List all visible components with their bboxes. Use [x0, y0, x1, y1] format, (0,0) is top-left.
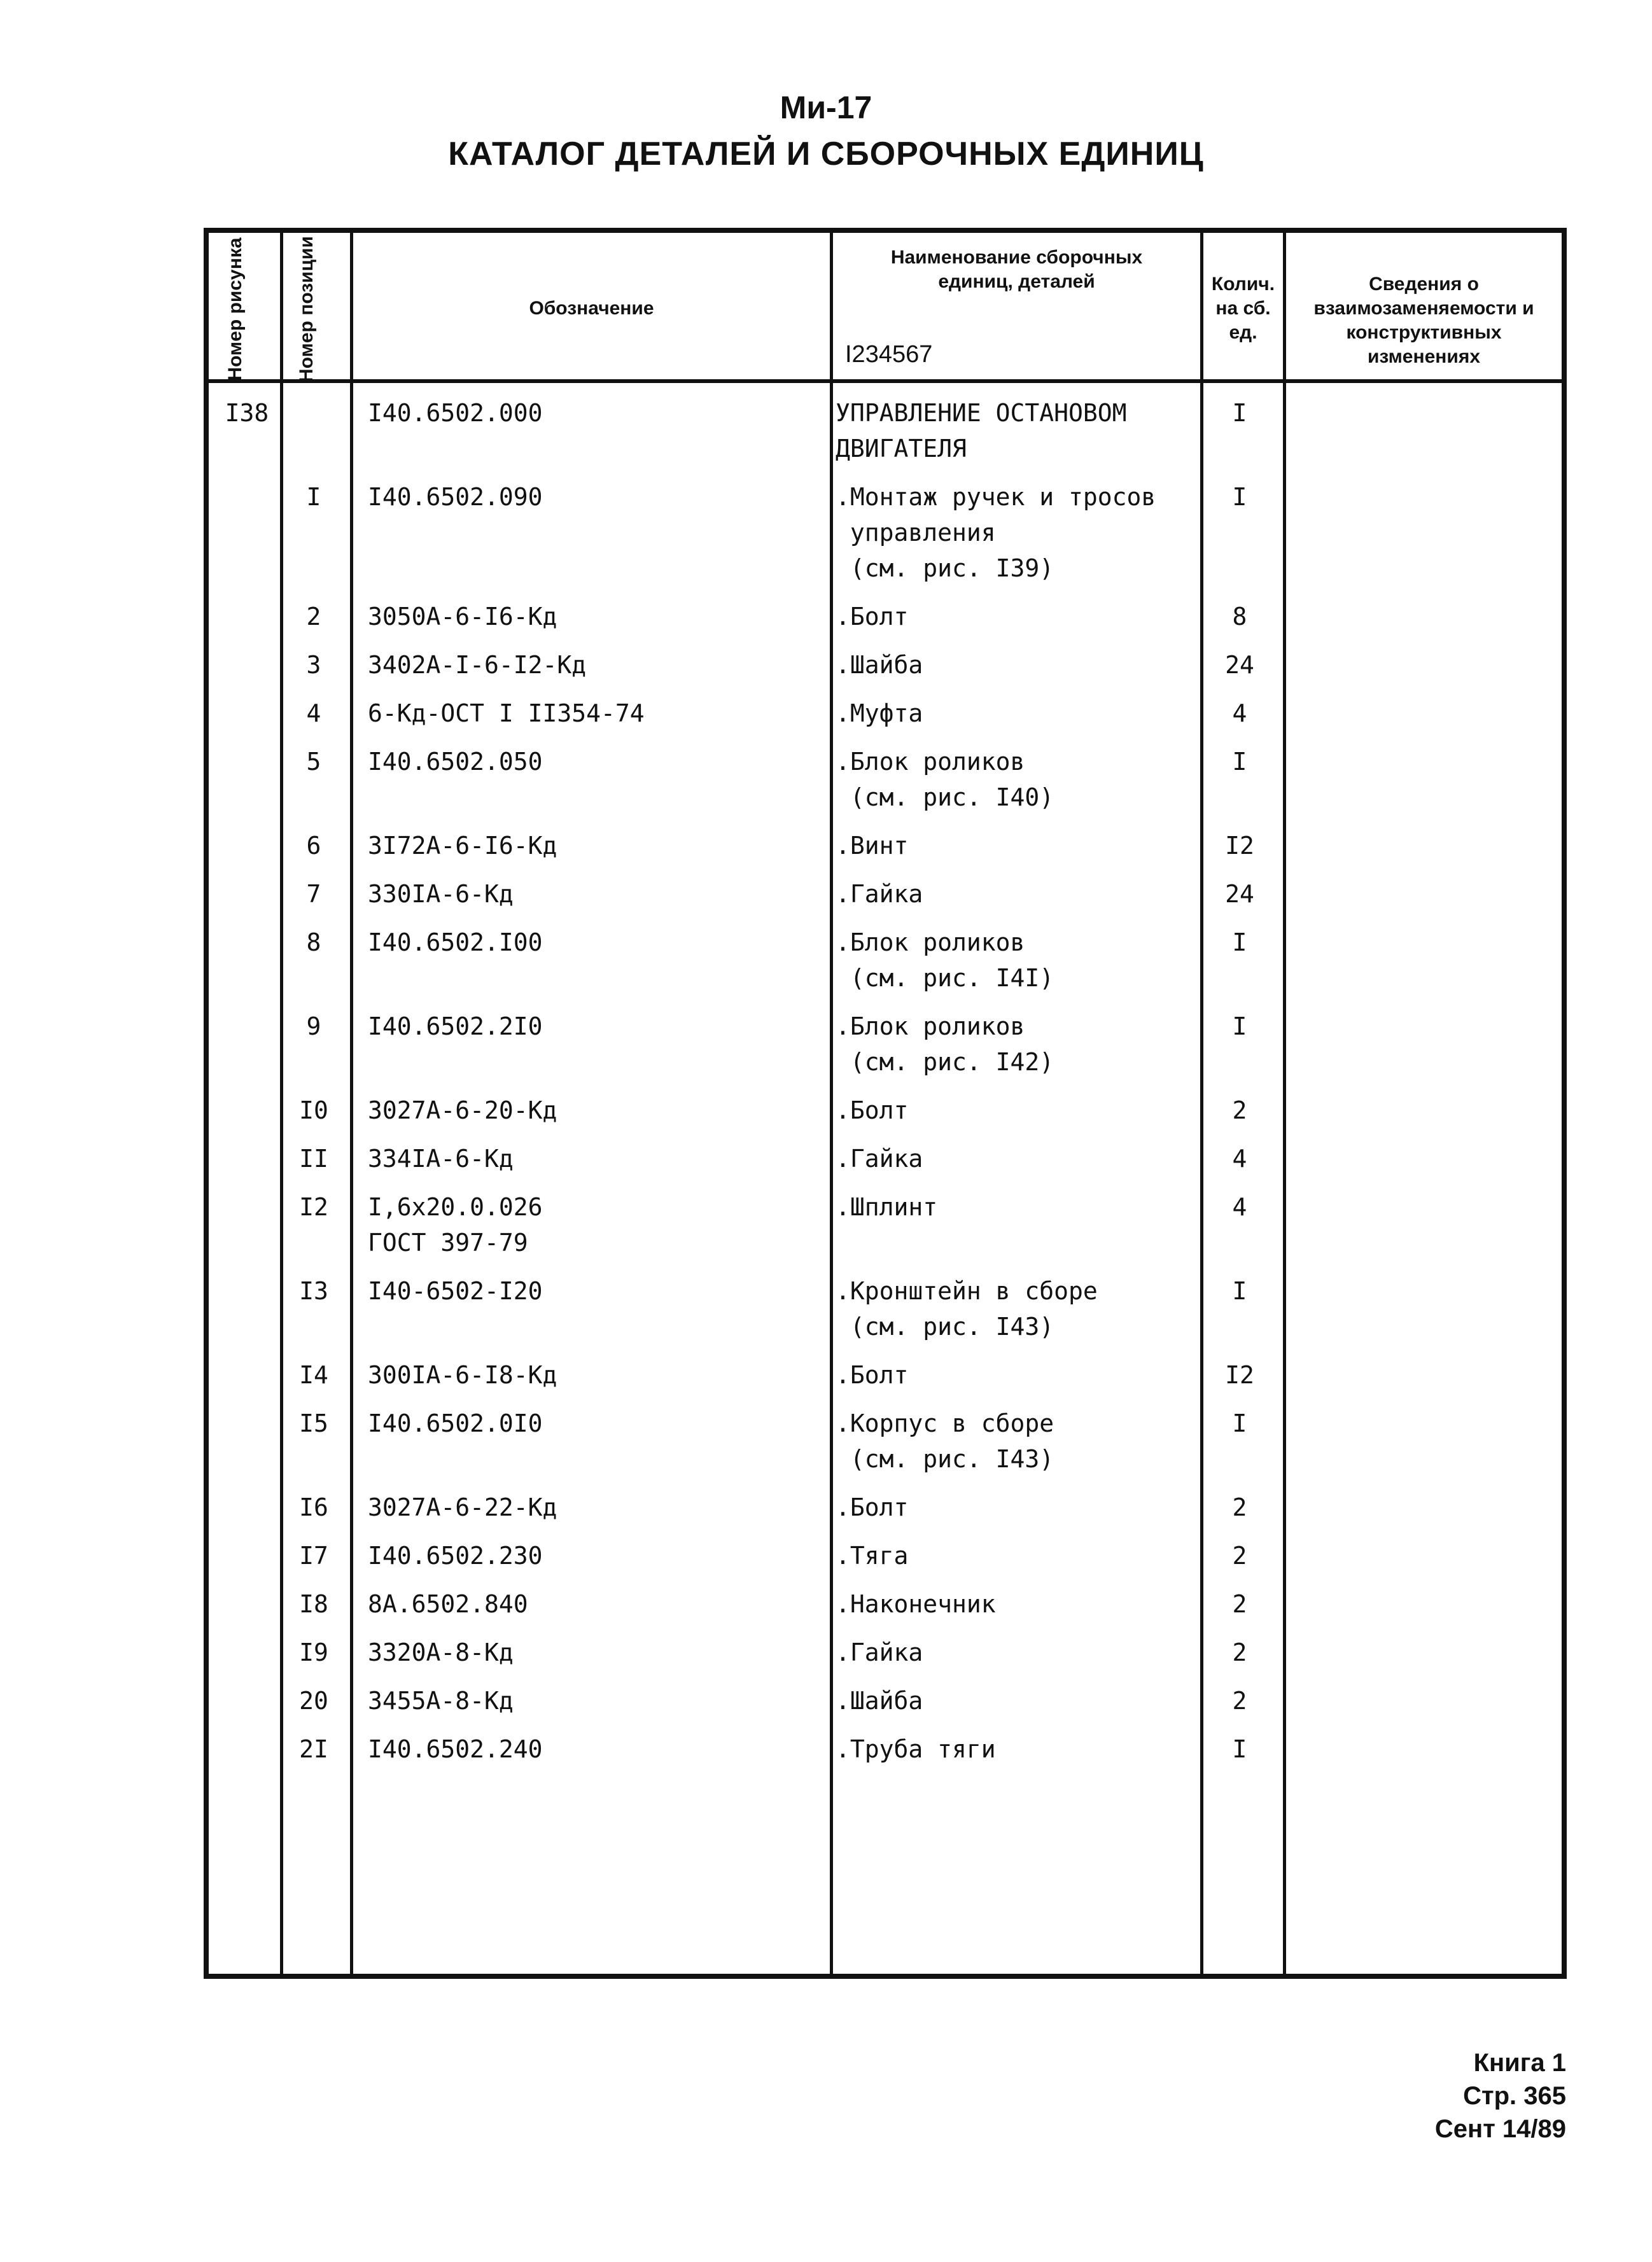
cell-designation: I40.6502.000 — [368, 399, 543, 427]
cell-pos-no: I7 — [299, 1542, 328, 1570]
cell-name: (см. рис. I43) — [836, 1445, 1054, 1473]
cell-designation: 3320А-8-Кд — [368, 1638, 514, 1666]
cell-qty: 2 — [1232, 1638, 1247, 1666]
cell-pos-no: I4 — [299, 1361, 328, 1389]
cell-name: .Муфта — [836, 699, 923, 727]
cell-name: .Наконечник — [836, 1590, 996, 1618]
cell-qty: 24 — [1225, 880, 1254, 908]
cell-name: .Болт — [836, 1361, 909, 1389]
cell-pos-no: 9 — [306, 1012, 321, 1040]
table-row — [209, 1093, 1562, 1128]
cell-name: (см. рис. I42) — [836, 1048, 1054, 1076]
cell-designation: 3050А-6-I6-Кд — [368, 603, 557, 631]
cell-qty: I — [1232, 928, 1247, 956]
cell-qty: 4 — [1232, 699, 1247, 727]
table-row — [209, 1189, 1562, 1260]
cell-designation: I40-6502-I20 — [368, 1277, 543, 1305]
cell-qty: 2 — [1232, 1687, 1247, 1715]
header-designation: Обозначение — [529, 298, 654, 319]
cell-qty: 2 — [1232, 1096, 1247, 1124]
footer-book: Книга 1 — [1473, 2049, 1566, 2077]
cell-name: управления — [836, 519, 996, 547]
cell-pos-no: I0 — [299, 1096, 328, 1124]
cell-name: .Болт — [836, 1493, 909, 1521]
cell-name: (см. рис. I43) — [836, 1313, 1054, 1341]
cell-pos-no: 7 — [306, 880, 321, 908]
cell-pos-no: I6 — [299, 1493, 328, 1521]
table-row — [209, 876, 1562, 912]
cell-qty: 24 — [1225, 651, 1254, 679]
footer-date: Сент 14/89 — [1434, 2115, 1566, 2143]
cell-pos-no: 3 — [306, 651, 321, 679]
cell-designation: 3I72А-6-I6-Кд — [368, 832, 557, 860]
cell-name: .Корпус в сборе — [836, 1409, 1054, 1437]
table-row — [209, 1586, 1562, 1622]
table-row — [209, 395, 1562, 466]
cell-fig-no: I38 — [225, 399, 269, 427]
cell-name: .Блок роликов — [836, 748, 1025, 776]
cell-name: .Кронштейн в сборе — [836, 1277, 1098, 1305]
cell-qty: I — [1232, 483, 1247, 511]
cell-pos-no: I3 — [299, 1277, 328, 1305]
cell-name: .Труба тяги — [836, 1735, 996, 1763]
cell-designation: I40.6502.050 — [368, 748, 543, 776]
parts-table — [204, 228, 1567, 1979]
header-qty: Колич. на сб. ед. — [1211, 274, 1275, 343]
cell-name: .Гайка — [836, 880, 923, 908]
cell-pos-no: I5 — [299, 1409, 328, 1437]
table-row — [209, 828, 1562, 863]
cell-pos-no: 4 — [306, 699, 321, 727]
cell-pos-no: I9 — [299, 1638, 328, 1666]
header-info: Сведения о взаимозаменяемости и конструктивных изменениях — [1313, 274, 1534, 367]
header-pos-no: Номер позиции — [296, 236, 317, 382]
table-row — [209, 1357, 1562, 1393]
cell-designation: 334IА-6-Кд — [368, 1145, 514, 1173]
cell-designation: I40.6502.I00 — [368, 928, 543, 956]
cell-pos-no: II — [299, 1145, 328, 1173]
cell-designation: 6-Кд-ОСТ I II354-74 — [368, 699, 645, 727]
table-row — [209, 1635, 1562, 1670]
cell-name: (см. рис. I39) — [836, 554, 1054, 582]
table-row — [209, 1490, 1562, 1525]
cell-name: .Шайба — [836, 1687, 923, 1715]
cell-designation: 300IА-6-I8-Кд — [368, 1361, 557, 1389]
cell-pos-no: 6 — [306, 832, 321, 860]
header-name: Наименование сборочных единиц, деталей — [890, 247, 1143, 292]
cell-designation: I,6х20.0.026 — [368, 1193, 543, 1221]
cell-designation: I40.6502.240 — [368, 1735, 543, 1763]
table-row — [209, 1141, 1562, 1176]
table-row — [209, 647, 1562, 683]
cell-pos-no: 8 — [306, 928, 321, 956]
cell-name: .Монтаж ручек и тросов — [836, 483, 1156, 511]
table-row — [209, 744, 1562, 815]
cell-designation: 3455А-8-Кд — [368, 1687, 514, 1715]
cell-designation: I40.6502.230 — [368, 1542, 543, 1570]
cell-designation: 8А.6502.840 — [368, 1590, 528, 1618]
cell-qty: I — [1232, 399, 1247, 427]
cell-qty: I — [1232, 1735, 1247, 1763]
cell-qty: 4 — [1232, 1193, 1247, 1221]
cell-qty: 2 — [1232, 1493, 1247, 1521]
table-row — [209, 1731, 1562, 1767]
cell-designation: 3027А-6-22-Кд — [368, 1493, 557, 1521]
cell-pos-no: I2 — [299, 1193, 328, 1221]
cell-qty: I — [1232, 748, 1247, 776]
header-fig-no: Номер рисунка — [225, 237, 246, 381]
cell-name: .Болт — [836, 603, 909, 631]
table-row — [209, 695, 1562, 731]
cell-qty: 2 — [1232, 1542, 1247, 1570]
header-separator — [209, 379, 1562, 383]
cell-designation: 3402А-I-6-I2-Кд — [368, 651, 587, 679]
footer-page: Стр. 365 — [1463, 2082, 1566, 2110]
cell-name: .Гайка — [836, 1638, 923, 1666]
cell-qty: I — [1232, 1409, 1247, 1437]
table-row — [209, 1009, 1562, 1080]
cell-name: .Болт — [836, 1096, 909, 1124]
cell-pos-no: 2 — [306, 603, 321, 631]
cell-name: (см. рис. I40) — [836, 783, 1054, 811]
cell-qty: I — [1232, 1277, 1247, 1305]
table-row — [209, 1273, 1562, 1344]
cell-name: .Винт — [836, 832, 909, 860]
cell-pos-no: I8 — [299, 1590, 328, 1618]
cell-pos-no: 20 — [299, 1687, 328, 1715]
cell-designation: I40.6502.2I0 — [368, 1012, 543, 1040]
header-name-digits: I234567 — [845, 341, 933, 368]
cell-qty: 4 — [1232, 1145, 1247, 1173]
cell-designation: 3027А-6-20-Кд — [368, 1096, 557, 1124]
table-row — [209, 479, 1562, 586]
table-row — [209, 1406, 1562, 1477]
cell-designation: I40.6502.090 — [368, 483, 543, 511]
cell-designation: ГОСТ 397-79 — [368, 1229, 528, 1257]
cell-qty: I — [1232, 1012, 1247, 1040]
cell-name: ДВИГАТЕЛЯ — [836, 435, 967, 463]
document-title: Ми-17 — [780, 90, 872, 125]
cell-designation: 330IА-6-Кд — [368, 880, 514, 908]
cell-name: .Тяга — [836, 1542, 909, 1570]
cell-name: .Шайба — [836, 651, 923, 679]
cell-name: .Блок роликов — [836, 928, 1025, 956]
table-row — [209, 1683, 1562, 1719]
cell-pos-no: I — [306, 483, 321, 511]
cell-qty: 8 — [1232, 603, 1247, 631]
cell-name: .Блок роликов — [836, 1012, 1025, 1040]
cell-qty: I2 — [1225, 1361, 1254, 1389]
table-row — [209, 925, 1562, 996]
catalog-subtitle: КАТАЛОГ ДЕТАЛЕЙ И СБОРОЧНЫХ ЕДИНИЦ — [448, 136, 1204, 172]
cell-name: .Гайка — [836, 1145, 923, 1173]
cell-pos-no: 2I — [299, 1735, 328, 1763]
cell-pos-no: 5 — [306, 748, 321, 776]
cell-designation: I40.6502.0I0 — [368, 1409, 543, 1437]
cell-name: УПРАВЛЕНИЕ ОСТАНОВОМ — [836, 399, 1127, 427]
cell-name: (см. рис. I4I) — [836, 964, 1054, 992]
table-row — [209, 599, 1562, 634]
cell-qty: 2 — [1232, 1590, 1247, 1618]
cell-qty: I2 — [1225, 832, 1254, 860]
table-row — [209, 1538, 1562, 1574]
cell-name: .Шплинт — [836, 1193, 938, 1221]
